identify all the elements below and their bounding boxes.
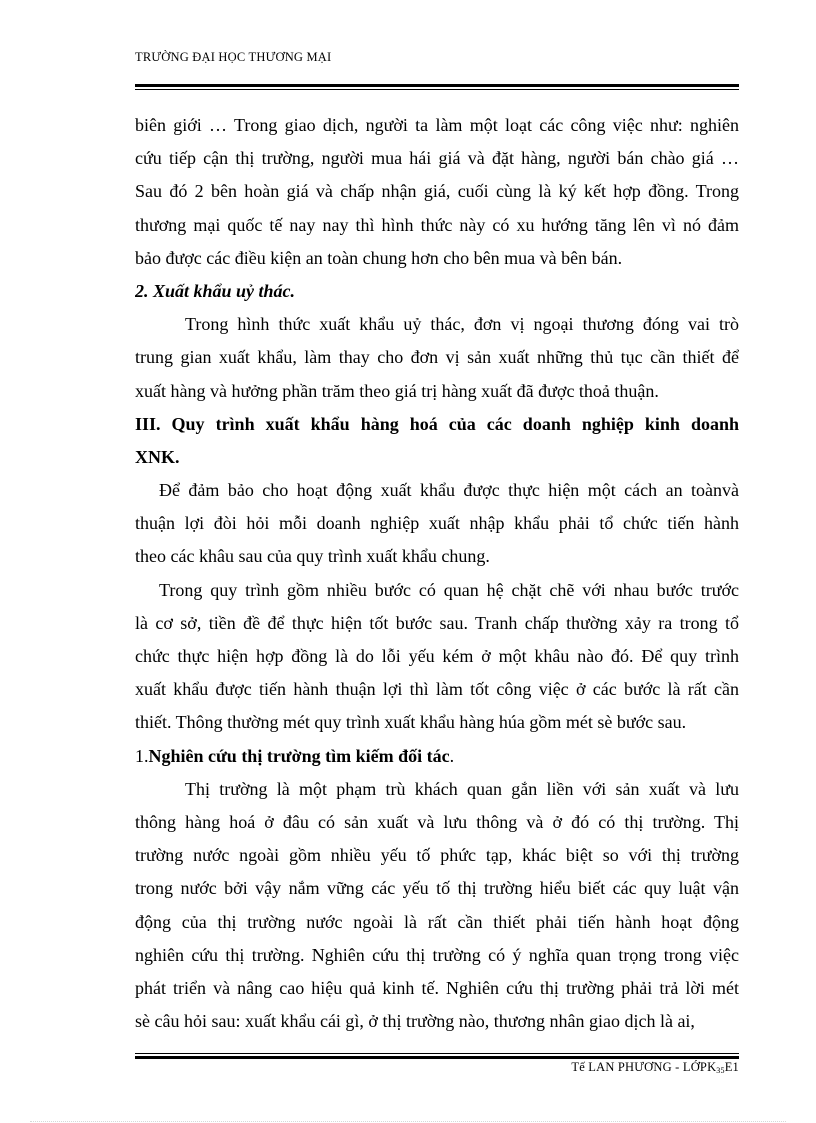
footer-author-name: Tế LAN PHƯƠNG - LỚPK (571, 1060, 717, 1074)
header-rule-thick (135, 84, 739, 87)
heading-line: XNK. (135, 446, 180, 467)
paragraph-market-research (135, 773, 739, 1039)
text-line: trường nước ngoài gồm nhiều yếu tố phức tạp, khác biệt so với thị trường (135, 845, 739, 866)
heading-line: III. Quy trình xuất khẩu hàng hoá của các doanh nghiệp kinh doanh (135, 413, 739, 434)
text-line: nghiên cứu thị trường. Nghiên cứu thị trường có ý nghĩa quan trọng trong việc (135, 944, 739, 965)
text-line: thông hàng hoá ở đâu có sản xuất và lưu thông và ở đó có thị trường. Thị (135, 811, 739, 832)
text-line: trong nước bởi vậy nắm vững các yếu tố thị trường hiểu biết các quy luật vận (135, 878, 739, 899)
text-line: sè câu hỏi sau: xuất khẩu cái gì, ở thị trường nào, thương nhân giao dịch là ai, (135, 1011, 695, 1032)
text-line: thương mại quốc tế nay nay thì hình thức này có xu hướng tăng lên vì nó đảm (135, 214, 739, 235)
text-line: trung gian xuất khẩu, làm thay cho đơn vị sản xuất những thủ tục cần thiết để (135, 347, 739, 368)
footer-rule-thick (135, 1056, 739, 1059)
text-line: Trong quy trình gồm nhiều bước có quan hệ chặt chẽ với nhau bước trước (159, 579, 739, 600)
text-line: cứu tiếp cận thị trường, người mua hái giá và đặt hàng, người bán chào giá … (135, 148, 739, 169)
text-line: thiết. Thông thường mét quy trình xuất khẩu hàng húa gồm mét sè bước sau. (135, 712, 687, 733)
text-line: là cơ sở, tiền đề để thực hiện tốt bước sau. Tranh chấp thường xảy ra trong tổ (135, 612, 739, 633)
footer-rule-thin (135, 1053, 739, 1054)
footer-class-suffix: E1 (724, 1060, 739, 1074)
paragraph-continuation (135, 109, 739, 275)
section-heading-iii (135, 408, 739, 474)
footer-author (571, 1060, 739, 1075)
header-rule-thin (135, 89, 739, 90)
section-heading-2: 2. Xuất khẩu uỷ thác. (135, 280, 296, 301)
text-line: thuận lợi đòi hỏi mỗi doanh nghiệp xuất nhập khẩu phải tổ chức tiến hành (135, 513, 739, 534)
paragraph-safety (135, 474, 739, 574)
heading-title: Nghiên cứu thị trường tìm kiếm đối tác (148, 745, 450, 766)
paragraph-entrusted-export (135, 308, 739, 408)
text-line: động của thị trường nước ngoài là rất cần thiết phải tiến hành hoạt động (135, 911, 739, 932)
text-line: phát triển và nâng cao hiệu quả kinh tế. Nghiên cứu thị trường phải trả lời mét (135, 977, 739, 998)
document-body (135, 109, 739, 1038)
heading-period: . (449, 745, 455, 766)
footer-class-subscript: 35 (716, 1066, 725, 1075)
text-line: Thị trường là một phạm trù khách quan gắn liền với sản xuất và lưu (185, 778, 739, 799)
text-line: Sau đó 2 bên hoàn giá và chấp nhận giá, cuối cùng là ký kết hợp đồng. Trong (135, 181, 739, 202)
text-line: Trong hình thức xuất khẩu uỷ thác, đơn vị ngoại thương đóng vai trò (185, 314, 739, 335)
text-line: xuất khẩu được tiến hành thuận lợi thì làm tốt công việc ở các bước là rất cần (135, 679, 739, 700)
text-line: bảo được các điều kiện an toàn chung hơn cho bên mua và bên bán. (135, 247, 623, 268)
heading-number: 1. (135, 745, 149, 766)
text-line: Để đảm bảo cho hoạt động xuất khẩu được thực hiện một cách an toànvà (159, 480, 739, 501)
section-heading-1 (135, 740, 739, 773)
text-line: xuất hàng và hưởng phần trăm theo giá trị hàng xuất đã được thoả thuận. (135, 380, 659, 401)
bottom-dotted-border (30, 1121, 786, 1122)
paragraph-process (135, 574, 739, 740)
text-line: theo các khâu sau của quy trình xuất khẩu chung. (135, 546, 490, 567)
text-line: chức thực hiện hợp đồng là do lỗi yếu kém ở một khâu nào đó. Để quy trình (135, 646, 739, 666)
header-school-name: TRƯỜNG ĐẠI HỌC THƯƠNG MẠI (135, 50, 332, 64)
text-line: biên giới … Trong giao dịch, người ta làm một loạt các công việc như: nghiên (135, 115, 739, 135)
